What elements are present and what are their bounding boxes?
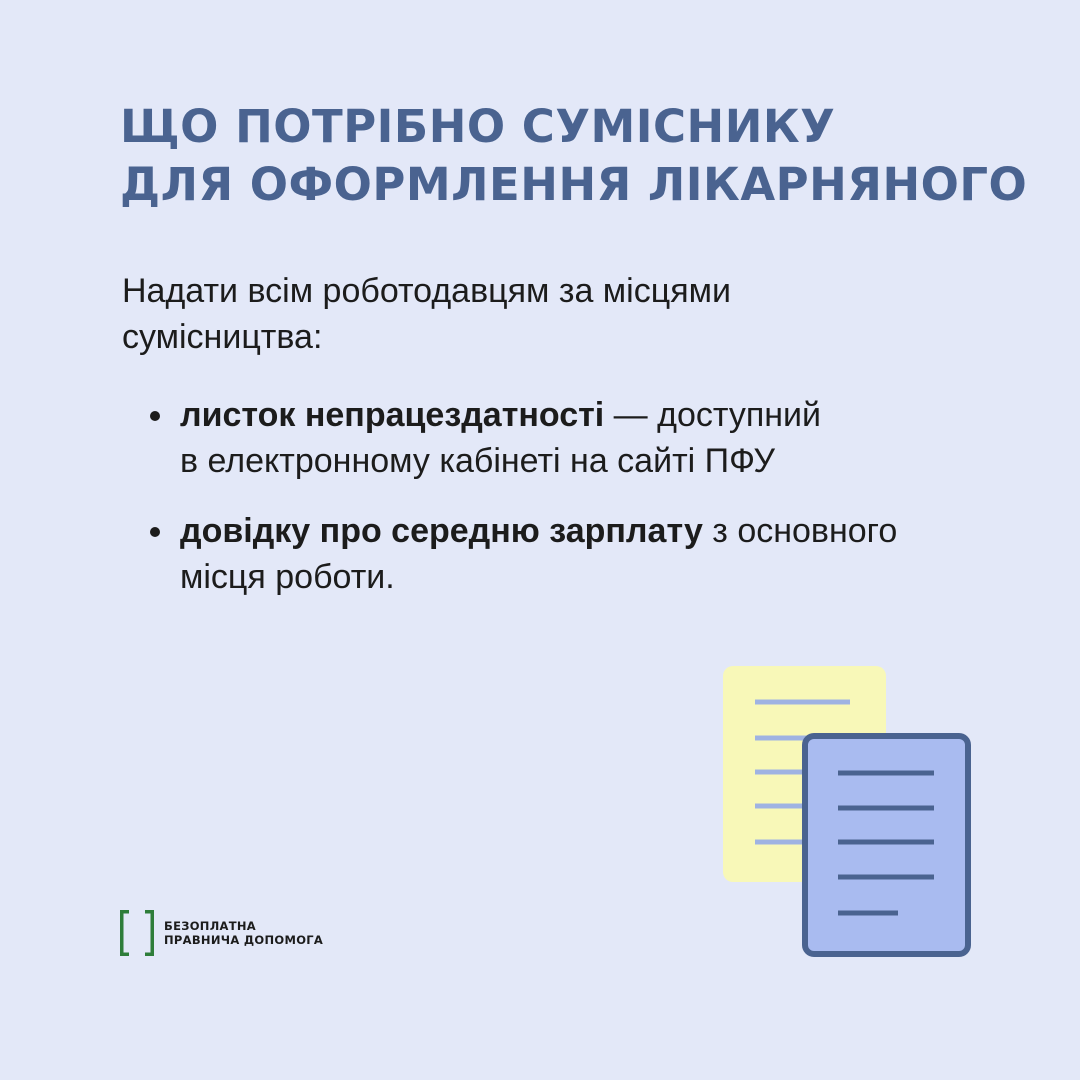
intro-line-2: сумісництва: [122, 318, 323, 356]
list-item-rest: з основного [702, 512, 898, 550]
list-item-line-2: місця роботи. [180, 558, 395, 596]
logo [120, 910, 323, 956]
page-title-line-2: ДЛЯ ОФОРМЛЕННЯ ЛІКАРНЯНОГО [120, 158, 1028, 211]
logo-text-line-1: БЕЗОПЛАТНА [164, 919, 257, 933]
requirements-list [122, 392, 1002, 624]
logo-text [164, 919, 323, 947]
list-item-salary-certificate [122, 508, 1002, 600]
list-item-rest: — доступний [604, 396, 822, 434]
bullet-dot-icon [150, 527, 160, 537]
logo-right-bracket-icon [144, 910, 154, 956]
logo-left-bracket-icon [120, 910, 130, 956]
list-item-bold: листок непрацездатності [180, 396, 605, 434]
intro-line-1: Надати всім роботодавцям за місцями [122, 272, 731, 310]
list-item-sick-leave [122, 392, 1002, 484]
front-document-icon [805, 736, 968, 954]
list-item-line-2: в електронному кабінеті на сайті ПФУ [180, 442, 775, 480]
list-item-line-1 [180, 392, 1002, 438]
list-item-bold: довідку про середню зарплату [180, 512, 703, 550]
list-item-line-1 [180, 508, 1002, 554]
page-title [120, 98, 1028, 214]
documents-icon [715, 660, 985, 970]
page-title-line-1: ЩО ПОТРІБНО СУМІСНИКУ [120, 100, 836, 153]
logo-text-line-2: ПРАВНИЧА ДОПОМОГА [164, 933, 324, 947]
intro-text [122, 268, 942, 360]
logo-brackets-icon [120, 910, 154, 956]
bullet-dot-icon [150, 411, 160, 421]
